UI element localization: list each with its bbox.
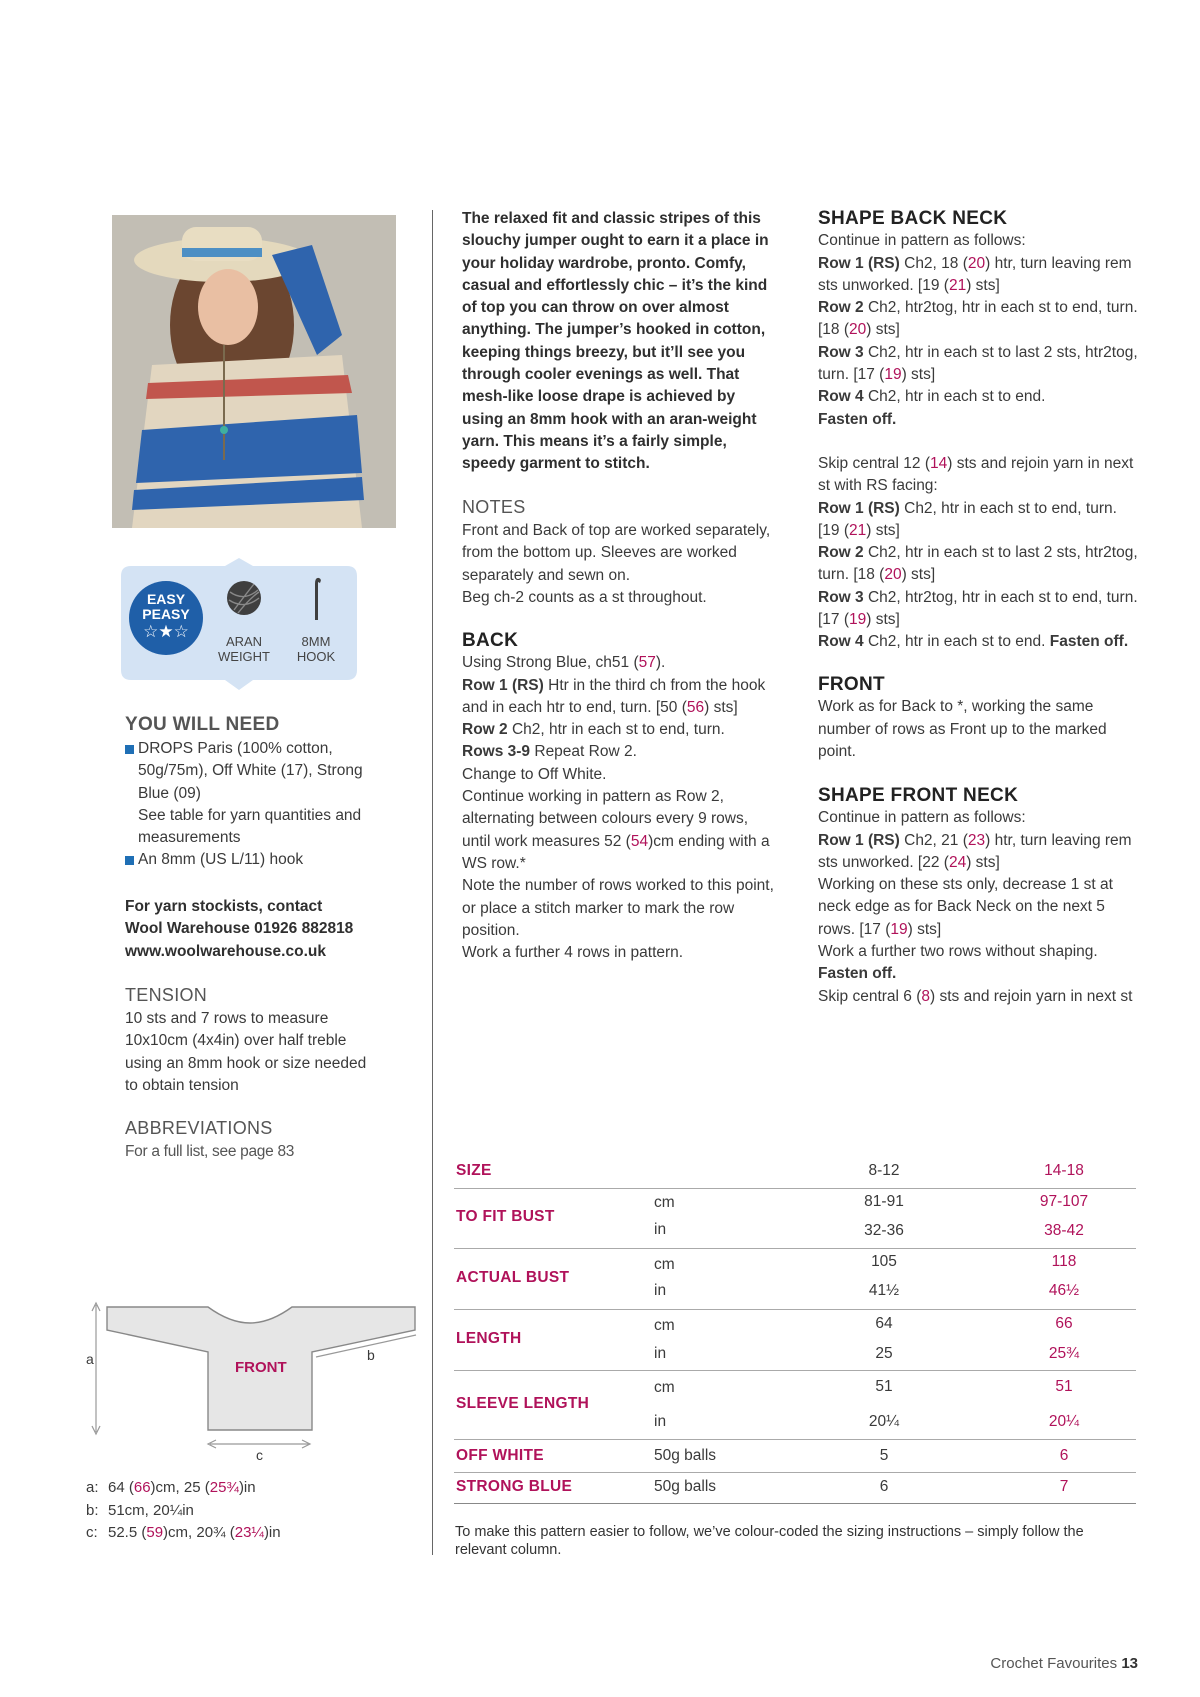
back-further: Work a further 4 rows in pattern.	[462, 944, 684, 962]
front-section	[818, 674, 1138, 763]
value-size-1: 20¼	[868, 1413, 900, 1430]
value-size-2: 118	[1051, 1253, 1077, 1270]
measure-c-text: 52.5 (	[108, 1524, 147, 1541]
model-photo-illustration	[112, 215, 396, 528]
row-label: TO FIT BUST	[456, 1208, 555, 1225]
measure-c-row	[86, 1522, 281, 1545]
magazine-name: Crochet Favourites	[990, 1655, 1118, 1672]
measure-a-label: a:	[86, 1479, 99, 1496]
measure-b-text: 51cm, 20¼in	[108, 1501, 194, 1519]
schematic-front-label: FRONT	[235, 1359, 287, 1376]
bullet-icon	[125, 745, 134, 754]
skill-level-line2: PEASY	[142, 606, 190, 622]
value-size-1: 32-36	[864, 1222, 904, 1239]
hook-material-item	[125, 849, 385, 871]
front-neck-skip: Skip central 6 (8) sts and rejoin yarn in next st	[818, 987, 1133, 1005]
unit-in: in	[654, 1282, 667, 1299]
measure-c-marker: c	[256, 1447, 263, 1463]
shape-front-neck-heading: SHAPE FRONT NECK	[818, 785, 1019, 806]
table-row	[454, 1189, 1136, 1249]
measure-b-label: b:	[86, 1501, 99, 1519]
stockists-phone: Wool Warehouse 01926 882818	[125, 920, 354, 938]
skill-stars-icon: ☆★☆	[143, 622, 189, 641]
shape-back-neck-intro: Continue in pattern as follows:	[818, 232, 1026, 250]
back-note: Note the number of rows worked to this point, or place a stitch marker to mark the row position.	[462, 877, 774, 939]
measure-c-alt-cm: 59	[146, 1524, 164, 1541]
measure-a-alt-in: 25¾	[209, 1479, 239, 1496]
table-row	[454, 1249, 1136, 1310]
size-header-label: SIZE	[456, 1162, 492, 1179]
hook-size-line1: 8MM	[301, 634, 331, 649]
hook-material-text: An 8mm (US L/11) hook	[138, 851, 304, 869]
table-row	[454, 1310, 1136, 1371]
abbreviations-text: For a full list, see page 83	[125, 1143, 295, 1160]
you-will-need-heading: YOU WILL NEED	[125, 714, 280, 735]
front-text: Work as for Back to *, working the same number of rows as Front up to the marked point.	[818, 698, 1107, 760]
back-start: Using Strong Blue, ch51 (57).	[462, 654, 666, 672]
abbreviations-section	[125, 1118, 405, 1163]
unit-cm: cm	[654, 1317, 675, 1334]
crochet-hook-icon	[310, 576, 324, 620]
value-size-2: 6	[1059, 1447, 1069, 1464]
unit-cm: cm	[654, 1256, 675, 1273]
value-size-1: 25	[875, 1345, 893, 1362]
shape-front-neck-intro: Continue in pattern as follows:	[818, 809, 1026, 827]
tension-heading: TENSION	[125, 985, 208, 1005]
value-size-2: 66	[1055, 1315, 1073, 1332]
value-size-1: 5	[879, 1447, 889, 1464]
value-size-1: 51	[875, 1378, 893, 1395]
shape-back-neck-section	[818, 208, 1138, 654]
skill-level-line1: EASY	[146, 591, 186, 607]
back-neck-row-2: Row 2 Ch2, htr2tog, htr in each st to end, turn. [18 (20) sts]	[818, 299, 1138, 339]
hook-size-line2: HOOK	[296, 649, 336, 664]
stockists-website-link[interactable]: www.woolwarehouse.co.uk	[125, 942, 326, 960]
value-size-1: 105	[871, 1253, 897, 1270]
unit-in: in	[654, 1221, 667, 1238]
back-neck-skip: Skip central 12 (14) sts and rejoin yarn in next st with RS facing:	[818, 454, 1134, 495]
front-neck-further: Work a further two rows without shaping.	[818, 943, 1098, 961]
yarn-weight-label	[211, 634, 277, 664]
page-footer	[990, 1655, 1138, 1672]
yarn-material-item	[125, 738, 385, 805]
hook-size-label	[283, 634, 349, 664]
row-label: LENGTH	[456, 1330, 522, 1347]
schematic-drawing	[80, 1295, 425, 1465]
unit-in: in	[654, 1345, 667, 1362]
value-size-2: 51	[1055, 1378, 1073, 1395]
back-colour-change: Change to Off White.	[462, 765, 607, 783]
unit-in: in	[654, 1413, 667, 1430]
front-heading: FRONT	[818, 674, 885, 695]
value-size-2: 97-107	[1039, 1193, 1089, 1210]
size-table	[454, 1155, 1136, 1504]
back-heading: BACK	[462, 630, 519, 651]
intro-text: The relaxed fit and classic stripes of this slouchy jumper ought to earn it a place in your holiday wardrobe, pronto. Comfy, casual and effortlessly chic – it’s the kind of top you can throw on over almost anything. The jumper’s hooked in cotton, keeping things breezy, but it’ll see you through cooler evenings as well. That mesh-like loose drape is achieved by using an 8mm hook with an aran-weight yarn. This means it’s a fairly simple, speedy garment to stitch.	[462, 210, 769, 473]
measure-c-text: )in	[263, 1524, 281, 1541]
size-col-2: 14-18	[1044, 1162, 1084, 1179]
model-photo	[112, 215, 396, 528]
size-header-row	[454, 1155, 1136, 1189]
value-size-1: 6	[879, 1478, 889, 1495]
yarn-unit: 50g balls	[654, 1447, 717, 1464]
yarn-row-label: STRONG BLUE	[456, 1478, 573, 1495]
value-size-1: 41½	[868, 1282, 900, 1299]
value-size-1: 81-91	[864, 1193, 904, 1210]
shape-back-neck-heading: SHAPE BACK NECK	[818, 208, 1008, 229]
table-row	[454, 1371, 1136, 1440]
front-neck-row-1: Row 1 (RS) Ch2, 21 (23) htr, turn leaving rem sts unworked. [22 (24) sts]	[818, 831, 1132, 871]
back-neck-row-1: Row 1 (RS) Ch2, 18 (20) htr, turn leaving rem sts unworked. [19 (21) sts]	[818, 254, 1132, 294]
difficulty-badge	[113, 558, 365, 692]
yarn-row	[454, 1440, 1136, 1473]
value-size-1: 64	[875, 1315, 893, 1332]
notes-text: Front and Back of top are worked separately, from the bottom up. Sleeves are worked separately and sewn on.	[462, 522, 771, 584]
table-note: To make this pattern easier to follow, we’ve colour-coded the sizing instructions – simply follow the relevant column.	[455, 1524, 1084, 1558]
back-continue: Continue working in pattern as Row 2, alternating between colours every 9 rows, until work measures 52 (54)cm ending with a WS row.*	[462, 788, 770, 872]
unit-cm: cm	[654, 1194, 675, 1211]
yarn-weight-line2: WEIGHT	[218, 649, 270, 664]
back-neck-fasten: Fasten off.	[818, 410, 897, 428]
yarn-unit: 50g balls	[654, 1478, 717, 1495]
notes-text: Beg ch-2 counts as a st throughout.	[462, 588, 707, 606]
measure-c-label: c:	[86, 1524, 98, 1541]
row-label: ACTUAL BUST	[456, 1269, 570, 1286]
size-col-1: 8-12	[868, 1162, 900, 1179]
measure-a-text: )cm, 25 (	[150, 1479, 210, 1496]
garment-schematic	[80, 1295, 425, 1465]
measure-b-marker: b	[367, 1347, 375, 1363]
tension-text: 10 sts and 7 rows to measure 10x10cm (4x4in) over half treble using an 8mm hook or size needed to obtain tension	[125, 1010, 367, 1094]
materials-list	[125, 738, 385, 872]
stockists-info	[125, 896, 405, 963]
back-rows-3-9: Rows 3-9 Repeat Row 2.	[462, 743, 637, 761]
notes-section	[462, 497, 780, 609]
back-neck-second-row-3: Row 3 Ch2, htr2tog, htr in each st to end, turn. [17 (19) sts]	[818, 588, 1138, 629]
yarn-note-text: See table for yarn quantities and measurements	[138, 806, 362, 847]
schematic-measurements	[86, 1477, 281, 1545]
back-row-1: Row 1 (RS) Htr in the third ch from the hook and in each htr to end, turn. [50 (56) sts]	[462, 676, 766, 716]
page-number: 13	[1121, 1655, 1138, 1672]
abbreviations-heading: ABBREVIATIONS	[125, 1118, 273, 1138]
value-size-2: 25¾	[1048, 1345, 1080, 1362]
back-neck-second-row-4: Row 4 Ch2, htr in each st to end. Fasten off.	[818, 633, 1129, 651]
yarn-row	[454, 1473, 1136, 1504]
bullet-icon	[125, 856, 134, 865]
yarn-row-label: OFF WHITE	[456, 1447, 544, 1464]
measure-a-marker: a	[86, 1351, 94, 1367]
value-size-2: 7	[1059, 1478, 1069, 1495]
measure-b-row	[86, 1500, 281, 1523]
front-neck-working: Working on these sts only, decrease 1 st at neck edge as for Back Neck on the next 5 rows. [17 (19) sts]	[818, 876, 1113, 938]
you-will-need-section	[125, 714, 385, 872]
measure-a-text: 64 (	[108, 1479, 134, 1496]
skill-level-badge	[129, 581, 203, 655]
measure-a-alt-cm: 66	[133, 1479, 151, 1496]
unit-cm: cm	[654, 1379, 675, 1396]
measure-c-alt-in: 23¼	[234, 1524, 264, 1541]
value-size-2: 46½	[1048, 1282, 1080, 1299]
yarn-weight-line1: ARAN	[225, 634, 263, 649]
measure-a-text: )in	[238, 1479, 256, 1496]
measure-a-row	[86, 1477, 281, 1500]
back-neck-second-row-2: Row 2 Ch2, htr in each st to last 2 sts, htr2tog, turn. [18 (20) sts]	[818, 544, 1138, 584]
shape-front-neck-section	[818, 785, 1138, 1008]
value-size-2: 20¼	[1048, 1413, 1080, 1430]
back-neck-row-3: Row 3 Ch2, htr in each st to last 2 sts, htr2tog, turn. [17 (19) sts]	[818, 343, 1138, 384]
value-size-2: 38-42	[1044, 1222, 1084, 1239]
column-divider	[432, 210, 433, 1555]
front-neck-fasten: Fasten off.	[818, 965, 897, 983]
stockists-line1: For yarn stockists, contact	[125, 898, 323, 915]
back-neck-second-row-1: Row 1 (RS) Ch2, htr in each st to end, turn. [19 (21) sts]	[818, 499, 1117, 539]
back-neck-row-4: Row 4 Ch2, htr in each st to end.	[818, 388, 1046, 406]
tension-section	[125, 985, 380, 1097]
measure-c-text: )cm, 20¾ (	[163, 1524, 235, 1541]
back-section	[462, 630, 780, 964]
notes-heading: NOTES	[462, 497, 526, 517]
yarn-ball-icon	[226, 580, 262, 616]
row-label: SLEEVE LENGTH	[456, 1395, 590, 1412]
yarn-material-text: DROPS Paris (100% cotton, 50g/75m), Off White (17), Strong Blue (09)	[138, 740, 363, 802]
back-row-2: Row 2 Ch2, htr in each st to end, turn.	[462, 721, 725, 739]
